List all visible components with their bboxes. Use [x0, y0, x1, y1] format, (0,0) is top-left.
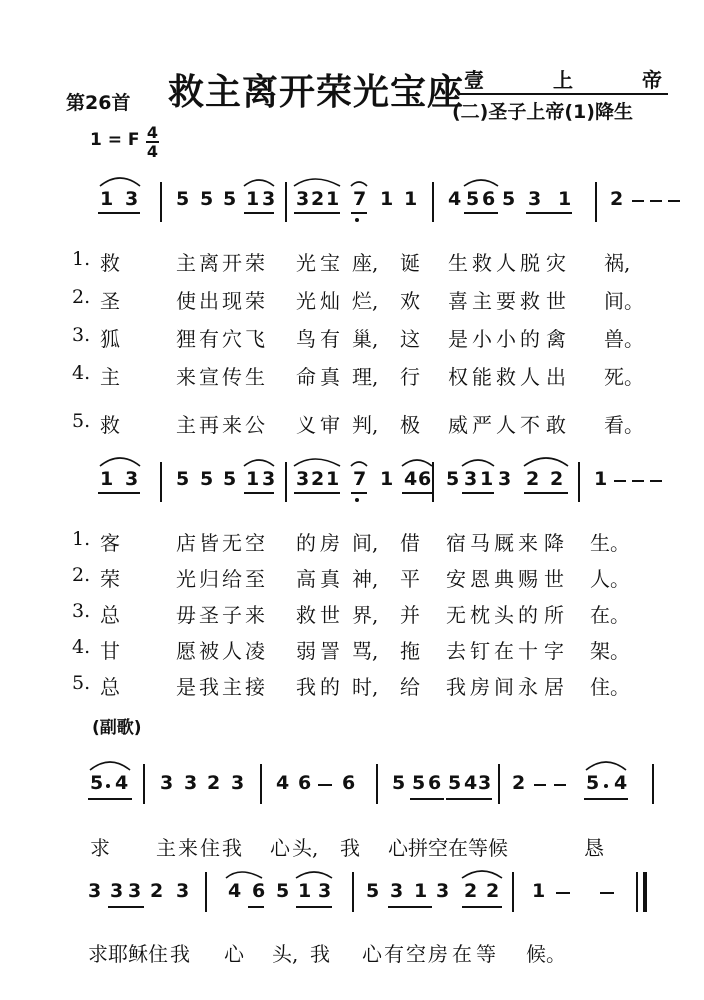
chorus-label: (副歌)	[92, 718, 142, 738]
syllable: 间	[494, 675, 514, 699]
syllable: 居	[544, 675, 564, 699]
note: 1	[298, 880, 312, 902]
syllable: 我	[170, 942, 190, 966]
syllable: 圣	[100, 289, 120, 313]
syllable: 是	[448, 327, 468, 351]
note: 5	[502, 188, 516, 210]
syllable: 客	[100, 531, 120, 555]
syllable: 空	[428, 836, 448, 860]
note: 4	[115, 772, 129, 794]
note: 3	[128, 880, 142, 902]
syllable: 毋	[176, 603, 196, 627]
syllable: 归	[199, 567, 219, 591]
note: 1	[404, 188, 418, 210]
note: 3	[296, 188, 310, 210]
syllable: 诞	[400, 251, 420, 275]
syllable: 皆	[199, 531, 219, 555]
note: 3	[184, 772, 198, 794]
syllable: 高	[296, 567, 316, 591]
syllable: 救	[472, 251, 492, 275]
slur	[586, 762, 626, 770]
syllable: 马	[470, 531, 490, 555]
note: 4	[404, 468, 418, 490]
syllable: 光	[176, 567, 196, 591]
syllable: 被	[199, 639, 219, 663]
note: 3	[176, 880, 190, 902]
note: 1	[326, 468, 340, 490]
syllable: 架。	[590, 639, 630, 663]
syllable: 我	[296, 675, 316, 699]
syllable: 开	[222, 251, 242, 275]
note: 5	[276, 880, 290, 902]
syllable: 甘	[100, 639, 120, 663]
note: 6	[252, 880, 266, 902]
note: 5	[412, 772, 426, 794]
syllable: 等	[468, 836, 488, 860]
syllable: 十	[518, 639, 538, 663]
verse-number: 1.	[72, 248, 91, 270]
syllable: 行	[400, 365, 420, 389]
syllable: 再	[199, 413, 219, 437]
syllable: 要	[496, 289, 516, 313]
syllable: 詈	[320, 639, 340, 663]
note: 3	[528, 188, 542, 210]
syllable: 愿	[176, 639, 196, 663]
syllable: 心	[224, 942, 244, 966]
syllable: 给	[400, 675, 420, 699]
syllable: 是	[176, 675, 196, 699]
syllable: 祸,	[604, 251, 631, 275]
syllable: 人。	[590, 567, 630, 591]
syllable: 店	[176, 531, 196, 555]
syllable: 现	[222, 289, 242, 313]
note: 3	[88, 880, 102, 902]
note: 5	[466, 188, 480, 210]
syllable: 耶	[108, 942, 128, 966]
syllable: 鸟	[296, 327, 316, 351]
note: 5	[448, 772, 462, 794]
syllable: 公	[245, 413, 265, 437]
syllable: 求	[90, 836, 110, 860]
syllable: 救	[496, 365, 516, 389]
note: 2	[150, 880, 164, 902]
syllable: 死。	[604, 365, 644, 389]
note: 2	[464, 880, 478, 902]
note: 5	[223, 188, 237, 210]
note: 5	[223, 468, 237, 490]
syllable: 心	[270, 836, 290, 860]
note: 5	[176, 468, 190, 490]
syllable: 枕	[470, 603, 490, 627]
slur	[244, 180, 274, 186]
syllable: 世	[320, 603, 340, 627]
syllable: 房	[428, 942, 448, 966]
syllable: 人	[496, 413, 516, 437]
syllable: 的	[320, 675, 340, 699]
note: 6	[418, 468, 432, 490]
note: 2	[512, 772, 526, 794]
syllable: 敢	[546, 413, 566, 437]
syllable: 救	[520, 289, 540, 313]
syllable: 灾	[546, 251, 566, 275]
slur	[351, 182, 367, 186]
syllable: 主	[222, 675, 242, 699]
syllable: 的	[520, 327, 540, 351]
verse-number: 5.	[72, 410, 91, 432]
slur	[100, 458, 140, 466]
syllable: 的	[518, 603, 538, 627]
syllable: 住	[200, 836, 220, 860]
syllable: 欢	[400, 289, 420, 313]
note: 3	[464, 468, 478, 490]
syllable: 审	[320, 413, 340, 437]
verse-number: 4.	[72, 636, 91, 658]
syllable: 头	[494, 603, 514, 627]
syllable: 灿	[320, 289, 340, 313]
syllable: 候	[488, 836, 508, 860]
verse-number: 5.	[72, 672, 91, 694]
syllable: 主	[176, 251, 196, 275]
syllable: 空	[245, 531, 265, 555]
verse-number: 3.	[72, 324, 91, 346]
syllable: 拖	[400, 639, 420, 663]
syllable: 我	[222, 836, 242, 860]
note: 3	[390, 880, 404, 902]
syllable: 住	[148, 942, 168, 966]
syllable: 给	[222, 567, 242, 591]
syllable: 兽。	[604, 327, 644, 351]
syllable: 能	[472, 365, 492, 389]
syllable: 间。	[604, 289, 644, 313]
slur	[524, 458, 568, 466]
syllable: 光	[296, 289, 316, 313]
syllable: 禽	[546, 327, 566, 351]
note: 5	[446, 468, 460, 490]
syllable: 无	[446, 603, 466, 627]
syllable: 界,	[352, 603, 379, 627]
syllable: 住。	[590, 675, 630, 699]
syllable: 生	[448, 251, 468, 275]
note: 2	[311, 468, 325, 490]
note: 3	[296, 468, 310, 490]
hymn-number: 第26首	[66, 92, 131, 114]
syllable: 人	[520, 365, 540, 389]
syllable: 我	[310, 942, 330, 966]
syllable: 荣	[100, 567, 120, 591]
note: 5	[586, 772, 600, 794]
slur	[294, 179, 340, 186]
syllable: 来	[245, 603, 265, 627]
syllable: 安	[446, 567, 466, 591]
syllable: 生。	[590, 531, 630, 555]
note: 2	[207, 772, 221, 794]
slur	[351, 462, 367, 466]
note: 1	[414, 880, 428, 902]
syllable: 平	[400, 567, 420, 591]
syllable: 出	[546, 365, 566, 389]
note: 5	[90, 772, 104, 794]
note: 3	[125, 188, 139, 210]
syllable: 有	[384, 942, 404, 966]
syllable: 理,	[352, 365, 379, 389]
syllable: 所	[544, 603, 564, 627]
syllable: 喜	[448, 289, 468, 313]
note: 1	[532, 880, 546, 902]
syllable: 在	[452, 942, 472, 966]
note: 1	[246, 468, 260, 490]
note: 3	[125, 468, 139, 490]
note: 3	[110, 880, 124, 902]
syllable: 恳	[584, 836, 604, 860]
syllable: 拼	[408, 836, 428, 860]
syllable: 判,	[352, 413, 379, 437]
syllable: 无	[222, 531, 242, 555]
syllable: 救	[100, 251, 120, 275]
syllable: 来	[176, 365, 196, 389]
note: 7	[353, 468, 367, 490]
note: 1	[326, 188, 340, 210]
note: 1	[380, 188, 394, 210]
note: 6	[298, 772, 312, 794]
syllable: 总	[100, 675, 120, 699]
note: 4	[464, 772, 478, 794]
syllable: 狐	[100, 327, 120, 351]
syllable: 光	[296, 251, 316, 275]
note: 1	[380, 468, 394, 490]
syllable: 荣	[245, 251, 265, 275]
syllable: 穴	[222, 327, 242, 351]
verse-number: 1.	[72, 528, 91, 550]
syllable: 稣	[128, 942, 148, 966]
syllable: 生	[245, 365, 265, 389]
syllable: 不	[520, 413, 540, 437]
syllable: 我	[446, 675, 466, 699]
verse-number: 3.	[72, 600, 91, 622]
note: 1	[594, 468, 608, 490]
slur	[462, 460, 494, 466]
syllable: 飞	[245, 327, 265, 351]
slur	[226, 872, 262, 878]
category-sub: (二)圣子上帝(1)降生	[452, 101, 633, 123]
note: 1	[246, 188, 260, 210]
note: 3	[262, 188, 276, 210]
note: 3	[318, 880, 332, 902]
syllable: 房	[320, 531, 340, 555]
syllable: 字	[544, 639, 564, 663]
note: 5	[392, 772, 406, 794]
note: 2	[486, 880, 500, 902]
syllable: 主	[472, 289, 492, 313]
syllable: 义	[296, 413, 316, 437]
syllable: 房	[470, 675, 490, 699]
syllable: 世	[546, 289, 566, 313]
syllable: 离	[199, 251, 219, 275]
syllable: 巢,	[352, 327, 379, 351]
time-numerator: 4	[146, 123, 159, 142]
note: 7	[353, 188, 367, 210]
category-char: 上	[553, 68, 573, 92]
time-denominator: 4	[146, 142, 159, 161]
note: 5	[366, 880, 380, 902]
syllable: 头,	[292, 836, 319, 860]
syllable: 来	[518, 531, 538, 555]
note: 4	[448, 188, 462, 210]
syllable: 神,	[352, 567, 379, 591]
note: 6	[482, 188, 496, 210]
note: 2	[610, 188, 624, 210]
syllable: 子	[222, 603, 242, 627]
syllable: 小	[496, 327, 516, 351]
note: 1	[100, 468, 114, 490]
syllable: 的	[296, 531, 316, 555]
slur	[294, 459, 340, 466]
syllable: 座,	[352, 251, 379, 275]
slur	[100, 178, 140, 186]
syllable: 救	[100, 413, 120, 437]
syllable: 时,	[352, 675, 379, 699]
syllable: 来	[222, 413, 242, 437]
syllable: 世	[544, 567, 564, 591]
syllable: 至	[245, 567, 265, 591]
syllable: 凌	[245, 639, 265, 663]
syllable: 圣	[199, 603, 219, 627]
syllable: 我	[199, 675, 219, 699]
slur	[244, 460, 274, 466]
note: 6	[428, 772, 442, 794]
syllable: 在。	[590, 603, 630, 627]
syllable: 烂,	[352, 289, 379, 313]
note: 4	[614, 772, 628, 794]
syllable: 有	[320, 327, 340, 351]
syllable: 荣	[245, 289, 265, 313]
note: 3	[436, 880, 450, 902]
verse-number: 2.	[72, 286, 91, 308]
syllable: 典	[494, 567, 514, 591]
slur	[296, 872, 332, 878]
note: 6	[342, 772, 356, 794]
syllable: 厩	[494, 531, 514, 555]
syllable: 有	[199, 327, 219, 351]
verse-number: 4.	[72, 362, 91, 384]
syllable: 极	[400, 413, 420, 437]
note: 1	[100, 188, 114, 210]
syllable: 来	[178, 836, 198, 860]
syllable: 求	[88, 942, 108, 966]
syllable: 钉	[470, 639, 490, 663]
syllable: 使	[176, 289, 196, 313]
syllable: 永	[518, 675, 538, 699]
syllable: 心	[362, 942, 382, 966]
slur	[464, 180, 498, 186]
syllable: 空	[406, 942, 426, 966]
syllable: 间,	[352, 531, 379, 555]
syllable: 候。	[526, 942, 566, 966]
syllable: 严	[472, 413, 492, 437]
note: 3	[498, 468, 512, 490]
category-char: 壹	[464, 68, 484, 92]
syllable: 等	[476, 942, 496, 966]
syllable: 人	[496, 251, 516, 275]
syllable: 命	[296, 365, 316, 389]
syllable: 接	[245, 675, 265, 699]
note: 5	[176, 188, 190, 210]
category-char: 帝	[642, 68, 662, 92]
slur	[90, 762, 130, 770]
verse-number: 2.	[72, 564, 91, 586]
syllable: 主	[176, 413, 196, 437]
syllable: 脱	[520, 251, 540, 275]
syllable: 并	[400, 603, 420, 627]
syllable: 真	[320, 365, 340, 389]
note: 4	[228, 880, 242, 902]
note: 1	[480, 468, 494, 490]
note: 2	[526, 468, 540, 490]
syllable: 赐	[518, 567, 538, 591]
syllable: 主	[100, 365, 120, 389]
note: 2	[550, 468, 564, 490]
syllable: 救	[296, 603, 316, 627]
syllable: 这	[400, 327, 420, 351]
syllable: 去	[446, 639, 466, 663]
syllable: 心	[388, 836, 408, 860]
syllable: 权	[448, 365, 468, 389]
syllable: 看。	[604, 413, 644, 437]
note: 4	[276, 772, 290, 794]
syllable: 主	[156, 836, 176, 860]
syllable: 在	[494, 639, 514, 663]
note: 3	[160, 772, 174, 794]
note: 3	[231, 772, 245, 794]
note: 3	[478, 772, 492, 794]
syllable: 降	[544, 531, 564, 555]
syllable: 头,	[272, 942, 299, 966]
syllable: 真	[320, 567, 340, 591]
note: 1	[558, 188, 572, 210]
syllable: 恩	[470, 567, 490, 591]
note: 5	[200, 468, 214, 490]
syllable: 宿	[446, 531, 466, 555]
syllable: 宝	[320, 251, 340, 275]
note: 5	[200, 188, 214, 210]
slur	[402, 460, 432, 466]
syllable: 出	[199, 289, 219, 313]
syllable: 威	[448, 413, 468, 437]
syllable: 总	[100, 603, 120, 627]
syllable: 我	[340, 836, 360, 860]
note: 3	[262, 468, 276, 490]
note: 2	[311, 188, 325, 210]
syllable: 传	[222, 365, 242, 389]
syllable: 小	[472, 327, 492, 351]
syllable: 人	[222, 639, 242, 663]
syllable: 在	[448, 836, 468, 860]
syllable: 借	[400, 531, 420, 555]
syllable: 宣	[199, 365, 219, 389]
key-signature: 1 = F	[90, 130, 140, 150]
hymn-title: 救主离开荣光宝座	[168, 71, 465, 113]
syllable: 弱	[296, 639, 316, 663]
slur	[462, 871, 502, 878]
syllable: 骂,	[352, 639, 379, 663]
syllable: 狸	[176, 327, 196, 351]
